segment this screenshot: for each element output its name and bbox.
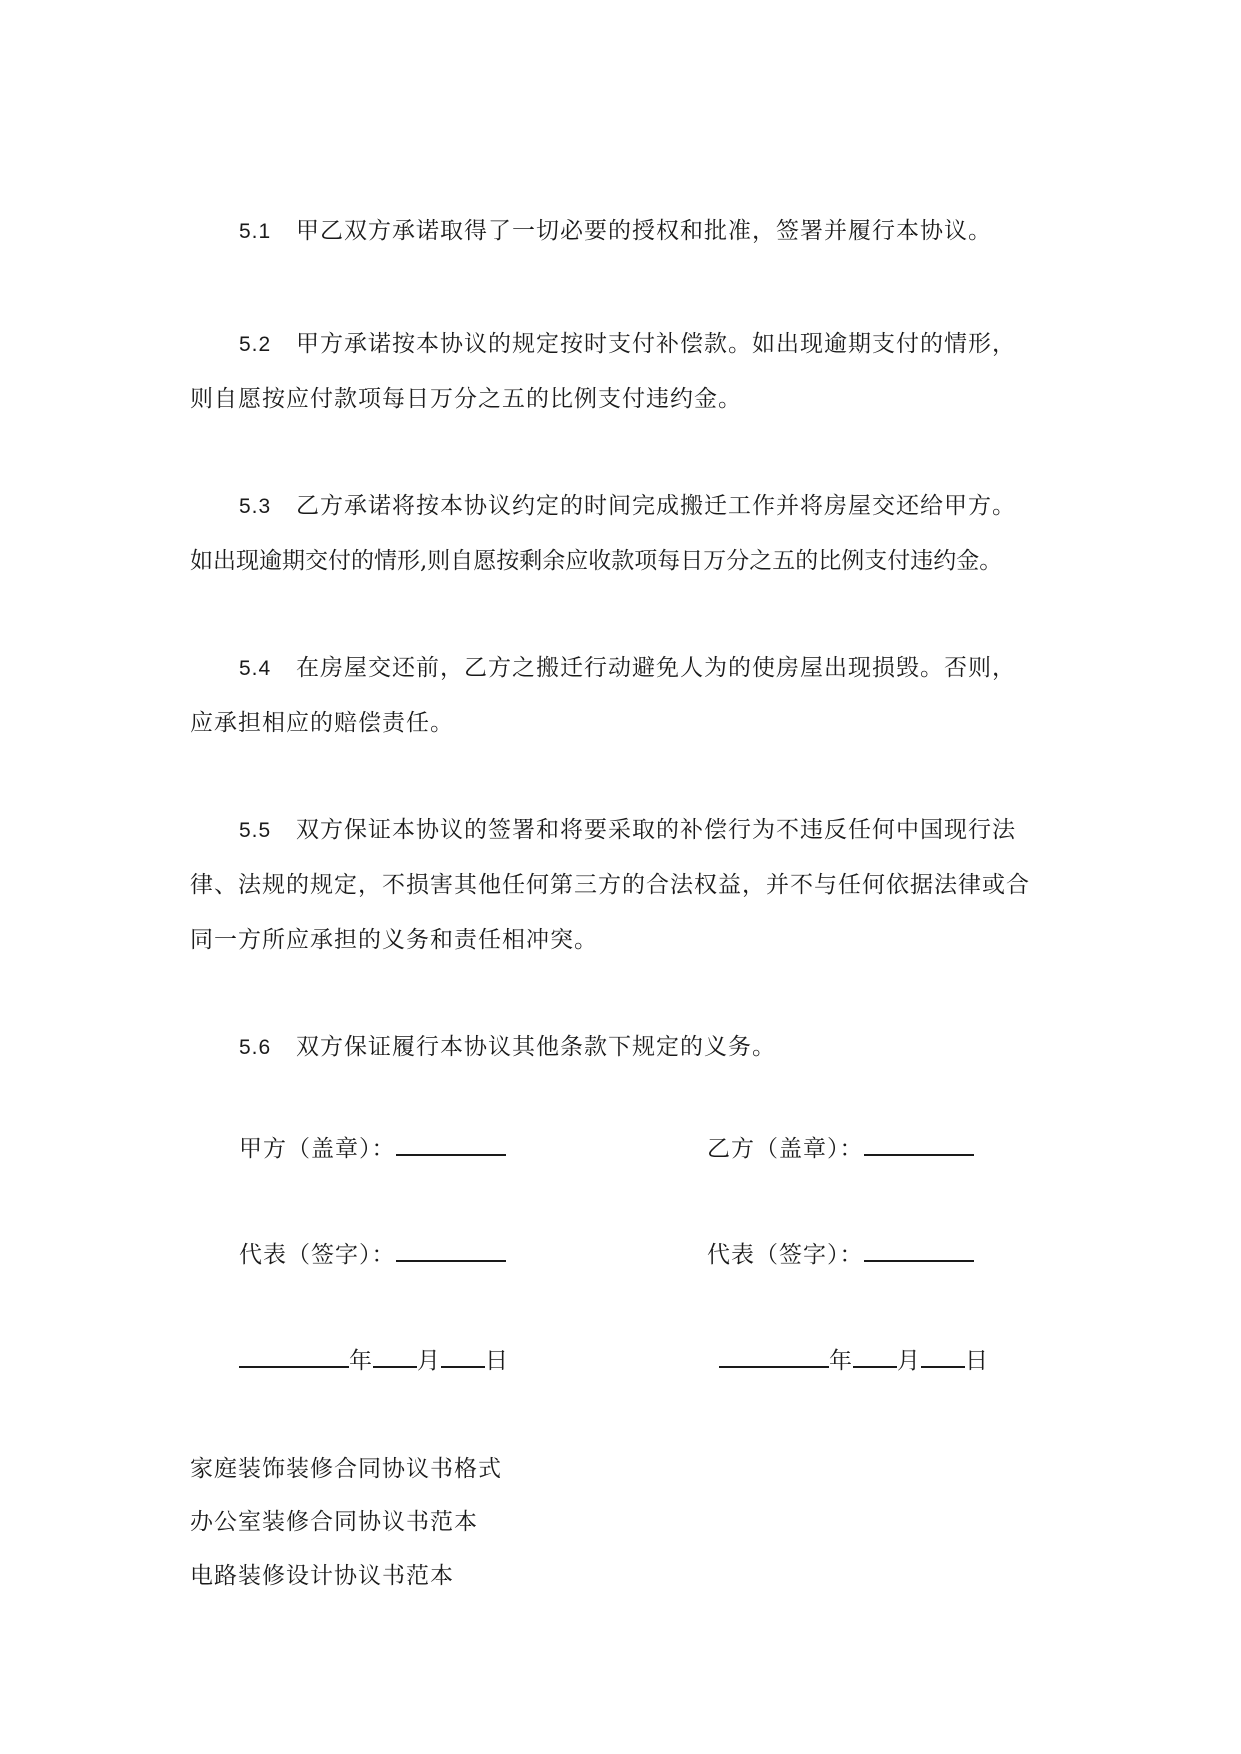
clause-text: 同一方所应承担的义务和责任相冲突。 <box>190 927 598 953</box>
clause-text: 应承担相应的赔偿责任。 <box>190 710 454 736</box>
clause-number: 5.5 <box>239 819 272 842</box>
clause-text: 则自愿按应付款项每日万分之五的比例支付违约金。 <box>190 386 742 412</box>
day-label: 日 <box>965 1348 989 1374</box>
clause-number: 5.1 <box>239 220 272 243</box>
clause-number: 5.4 <box>239 657 272 680</box>
clause-text: 在房屋交还前，乙方之搬迁行动避免人为的使房屋出现损毁。否则， <box>296 655 1016 681</box>
related-link-circuit-design[interactable]: 电路装修设计协议书范本 <box>190 1563 454 1589</box>
clause-text: 双方保证本协议的签署和将要采取的补偿行为不违反任何中国现行法 <box>296 817 1016 843</box>
month-label: 月 <box>417 1348 441 1374</box>
party-b-year-blank <box>719 1344 829 1368</box>
party-b-date-line <box>719 1342 989 1375</box>
party-a-day-blank <box>441 1344 485 1368</box>
clause-number: 5.6 <box>239 1036 272 1059</box>
party-a-rep-blank <box>396 1238 506 1262</box>
related-link-office-renovation[interactable]: 办公室装修合同协议书范本 <box>190 1509 478 1535</box>
clause-number: 5.3 <box>239 495 272 518</box>
clause-text: 律、法规的规定，不损害其他任何第三方的合法权益，并不与任何依据法律或合 <box>190 872 1030 898</box>
clause-5-1 <box>190 204 1070 259</box>
party-a-rep-label: 代表（签字）： <box>239 1242 396 1268</box>
clause-5-2 <box>190 317 1070 427</box>
year-label: 年 <box>829 1348 853 1374</box>
clause-text: 甲方承诺按本协议的规定按时支付补偿款。如出现逾期支付的情形， <box>296 331 1016 357</box>
clause-5-3 <box>190 479 1070 589</box>
party-b-seal-blank <box>864 1132 974 1156</box>
clause-text: 如出现逾期交付的情形,则自愿按剩余应收款项每日万分之五的比例支付违约金。 <box>190 548 1003 574</box>
party-a-seal-label: 甲方（盖章）： <box>239 1136 396 1162</box>
party-a-month-blank <box>373 1344 417 1368</box>
party-b-month-blank <box>853 1344 897 1368</box>
party-a-year-blank <box>239 1344 349 1368</box>
party-b-seal-label: 乙方（盖章）： <box>707 1136 864 1162</box>
party-b-seal-line <box>707 1130 974 1163</box>
clause-5-5 <box>190 803 1070 968</box>
party-a-seal-line <box>239 1130 506 1163</box>
party-b-day-blank <box>921 1344 965 1368</box>
year-label: 年 <box>349 1348 373 1374</box>
month-label: 月 <box>897 1348 921 1374</box>
party-b-rep-label: 代表（签字）： <box>707 1242 864 1268</box>
party-a-rep-line <box>239 1236 506 1269</box>
clause-5-6 <box>190 1020 1070 1075</box>
party-a-seal-blank <box>396 1132 506 1156</box>
clause-text: 乙方承诺将按本协议约定的时间完成搬迁工作并将房屋交还给甲方。 <box>296 493 1016 519</box>
party-b-rep-line <box>707 1236 974 1269</box>
related-link-home-decoration[interactable]: 家庭装饰装修合同协议书格式 <box>190 1456 502 1482</box>
party-b-rep-blank <box>864 1238 974 1262</box>
clause-text: 双方保证履行本协议其他条款下规定的义务。 <box>296 1034 776 1060</box>
clause-text: 甲乙双方承诺取得了一切必要的授权和批准，签署并履行本协议。 <box>296 218 992 244</box>
party-a-date-line <box>239 1342 509 1375</box>
clause-number: 5.2 <box>239 333 272 356</box>
clause-5-4 <box>190 641 1070 751</box>
day-label: 日 <box>485 1348 509 1374</box>
